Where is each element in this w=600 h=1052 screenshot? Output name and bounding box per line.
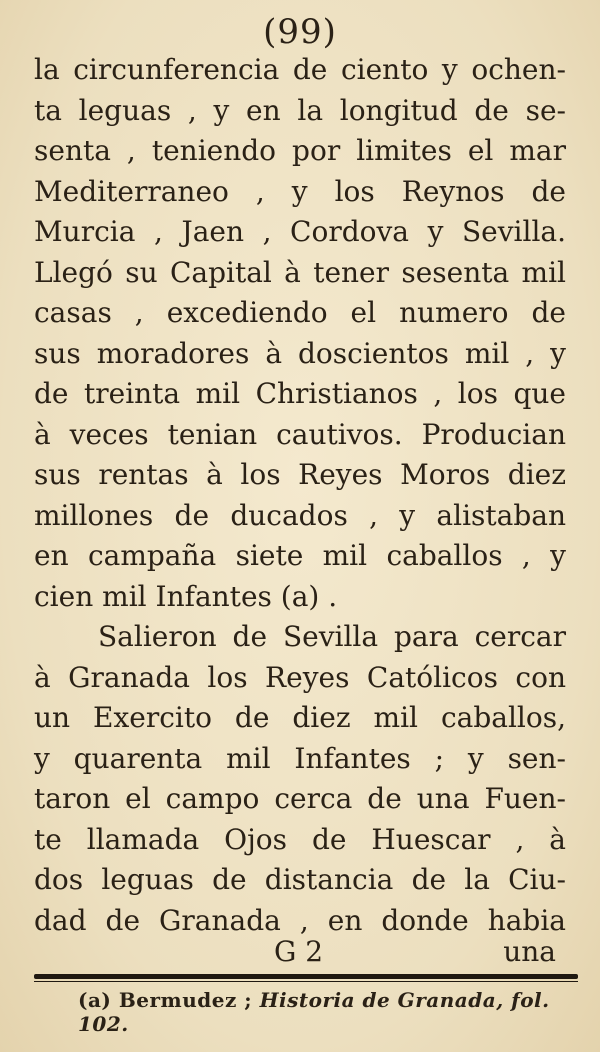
text-line: millones de ducados , y alistaban [34, 498, 566, 532]
signature-mark: G 2 [274, 935, 324, 968]
text-line: dos leguas de distancia de la Ciu- [34, 863, 566, 896]
page-number: (99) [263, 12, 337, 52]
text-line: sus moradores à doscientos mil , y [34, 336, 566, 370]
catchword: una [503, 935, 556, 968]
text-line: Llegó su Capital à tener sesenta mil [34, 255, 566, 289]
footnote-rule [34, 974, 578, 979]
text-line: cien mil Infantes (a) . [34, 579, 338, 613]
footnote [78, 988, 600, 1036]
text-line: de treinta mil Christianos , los que [34, 377, 566, 410]
text-line: à veces tenian cautivos. Producian [34, 417, 566, 451]
text-line: la circunferencia de ciento y ochen- [34, 53, 566, 86]
text-line: sus rentas à los Reyes Moros diez [34, 458, 566, 491]
text-line: Murcia , Jaen , Cordova y Sevilla. [34, 215, 566, 248]
text-line: Salieron de Sevilla para cercar [98, 620, 566, 653]
text-line: en campaña siete mil caballos , y [34, 539, 566, 572]
signature-line [34, 932, 566, 972]
text-line: y quarenta mil Infantes ; y sen- [34, 741, 566, 775]
text-line: taron el campo cerca de una Fuen- [34, 782, 566, 815]
text-line: senta , teniendo por limites el mar [34, 134, 566, 167]
text-line: te llamada Ojos de Huescar , à [34, 822, 566, 856]
text-line: dad de Granada , en donde habia [34, 903, 566, 937]
body-text [34, 50, 566, 941]
text-line: Mediterraneo , y los Reynos de [34, 174, 566, 208]
footnote-marker: (a) [78, 988, 112, 1012]
text-line: un Exercito de diez mil caballos, [34, 701, 566, 734]
text-line: ta leguas , y en la longitud de se- [34, 93, 566, 127]
footnote-author: Bermudez ; [118, 988, 253, 1012]
text-line: à Granada los Reyes Católicos con [34, 660, 566, 694]
text-line: casas , excediendo el numero de [34, 296, 566, 329]
footnote-title: Historia de Granada, fol. 102. [78, 988, 550, 1036]
